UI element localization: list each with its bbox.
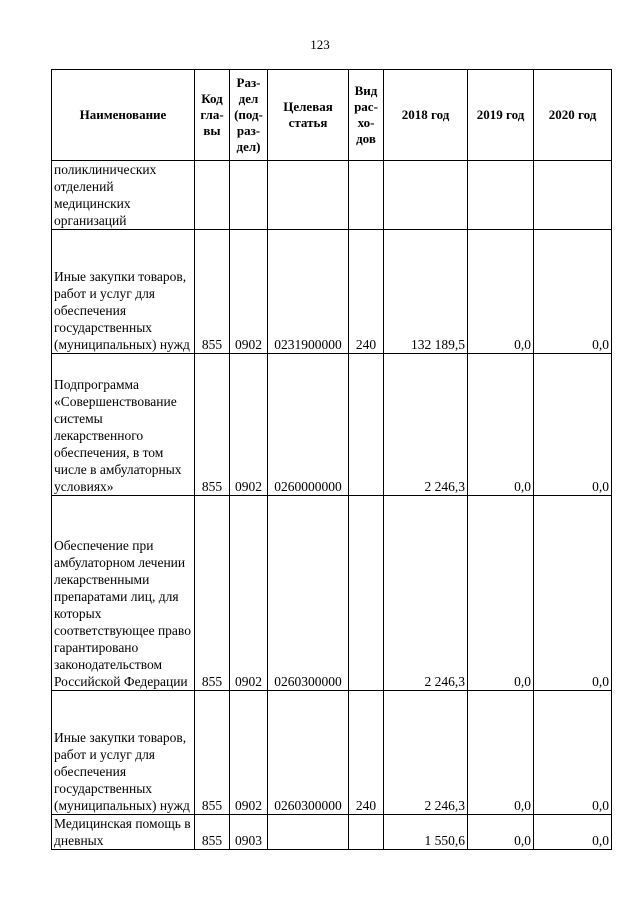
row-2019: 0,0 (468, 230, 534, 354)
row-2020: 0,0 (534, 496, 612, 691)
row-2018: 1 550,6 (384, 815, 468, 850)
page-number: 123 (310, 37, 330, 52)
row-name: Обеспечение при амбулаторном лечении лекарственными препаратами лиц, для которых соответствующее право гарантировано законодательством Российской Федерации (52, 496, 195, 691)
row-2018 (384, 161, 468, 230)
row-name: Медицинская помощь в дневных (52, 815, 195, 850)
row-expense: 240 (349, 230, 384, 354)
table-row (52, 230, 612, 354)
row-target: 0231900000 (268, 230, 349, 354)
row-target: 0260300000 (268, 691, 349, 815)
header-year-2020: 2020 год (534, 70, 612, 161)
header-year-2019: 2019 год (468, 70, 534, 161)
header-year-2018: 2018 год (384, 70, 468, 161)
row-name: поликлинических отделений медицинских организаций (52, 161, 195, 230)
row-2018: 2 246,3 (384, 691, 468, 815)
row-target: 0260000000 (268, 354, 349, 496)
row-chapter: 855 (195, 496, 230, 691)
row-2020 (534, 161, 612, 230)
row-chapter (195, 161, 230, 230)
row-section: 0903 (230, 815, 268, 850)
row-target: 0260300000 (268, 496, 349, 691)
row-expense (349, 815, 384, 850)
table-row (52, 815, 612, 850)
row-target (268, 815, 349, 850)
row-chapter: 855 (195, 815, 230, 850)
row-2019: 0,0 (468, 691, 534, 815)
table-row (52, 161, 612, 230)
row-name: Подпрограмма «Совершенствование системы лекарственного обеспечения, в том числе в амбулаторных условиях» (52, 354, 195, 496)
row-2019: 0,0 (468, 496, 534, 691)
row-2020: 0,0 (534, 354, 612, 496)
header-section: Раз-дел (под-раз-дел) (230, 70, 268, 161)
row-2020: 0,0 (534, 815, 612, 850)
row-chapter: 855 (195, 354, 230, 496)
row-expense (349, 496, 384, 691)
row-section: 0902 (230, 230, 268, 354)
row-section: 0902 (230, 691, 268, 815)
row-2018: 2 246,3 (384, 496, 468, 691)
row-section (230, 161, 268, 230)
row-target (268, 161, 349, 230)
table-row (52, 354, 612, 496)
row-2019: 0,0 (468, 815, 534, 850)
row-2019 (468, 161, 534, 230)
row-chapter: 855 (195, 691, 230, 815)
row-name: Иные закупки товаров, работ и услуг для обеспечения государственных (муниципальных) нужд (52, 230, 195, 354)
budget-table (51, 69, 612, 850)
header-name: Наименование (52, 70, 195, 161)
row-2020: 0,0 (534, 691, 612, 815)
row-2020: 0,0 (534, 230, 612, 354)
row-expense (349, 354, 384, 496)
row-section: 0902 (230, 496, 268, 691)
table-row (52, 691, 612, 815)
row-2019: 0,0 (468, 354, 534, 496)
table-row (52, 496, 612, 691)
row-expense: 240 (349, 691, 384, 815)
row-section: 0902 (230, 354, 268, 496)
row-expense (349, 161, 384, 230)
header-chapter-code: Код гла-вы (195, 70, 230, 161)
row-2018: 132 189,5 (384, 230, 468, 354)
header-target-article: Целевая статья (268, 70, 349, 161)
row-2018: 2 246,3 (384, 354, 468, 496)
row-chapter: 855 (195, 230, 230, 354)
row-name: Иные закупки товаров, работ и услуг для обеспечения государственных (муниципальных) нужд (52, 691, 195, 815)
header-row (52, 70, 612, 161)
header-expense-type: Вид рас-хо-дов (349, 70, 384, 161)
